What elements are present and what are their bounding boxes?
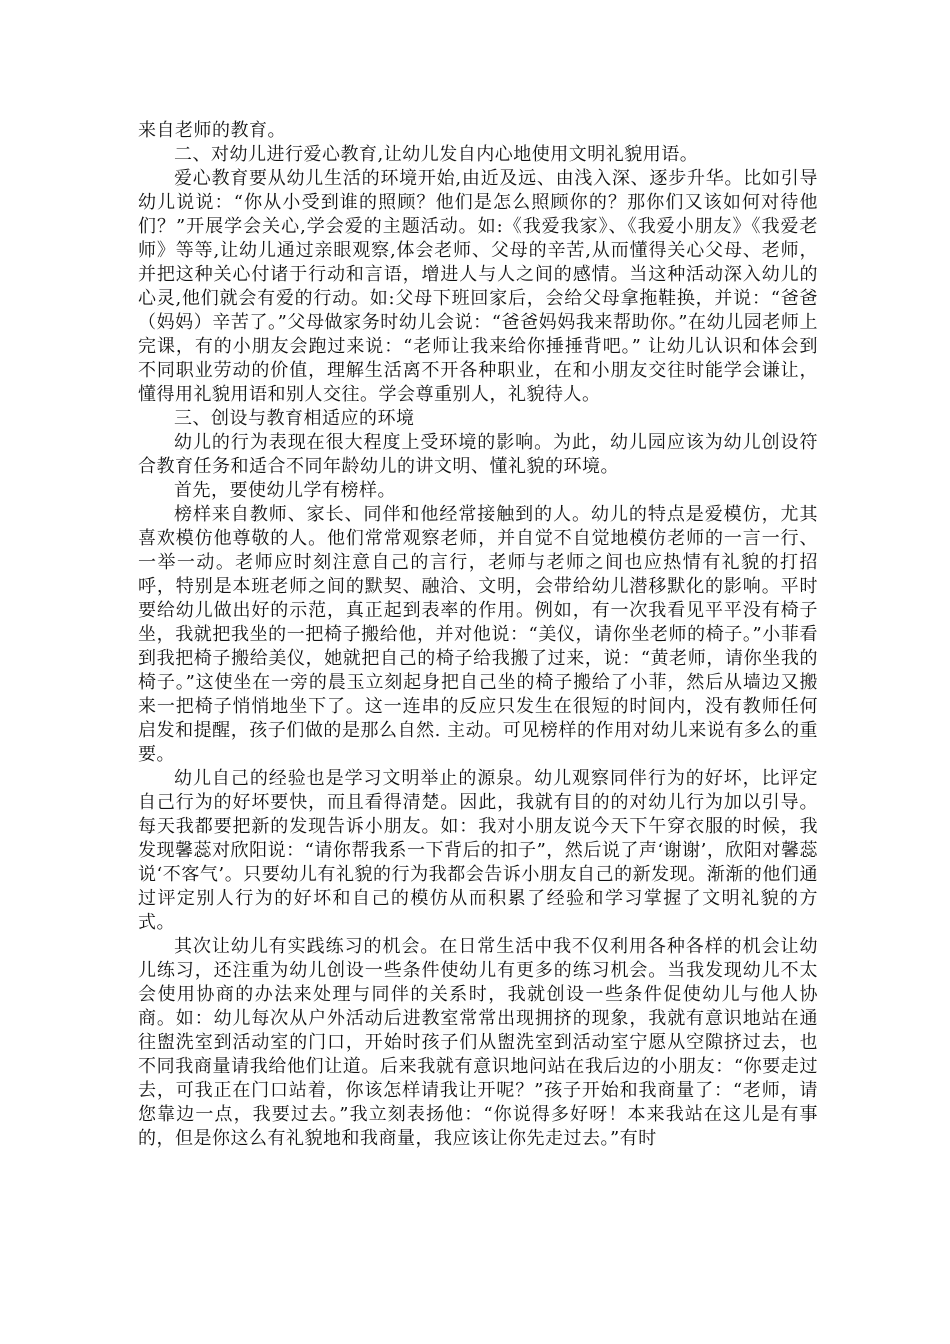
- paragraph: 幼儿自己的经验也是学习文明举止的源泉。幼儿观察同伴行为的好坏，比评定自己行为的好坏要快，而且看得清楚。因此，我就有目的的对幼儿行为加以引导。每天我都要把新的发现告诉小朋友。如：我对小朋友说今天下午穿衣服的时候，我发现馨蕊对欣阳说：“请你帮我系一下背后的扣子”，然后说了声‘谢谢’，欣阳对馨蕊说‘不客气’。只要幼儿有礼貌的行为我都会告诉小朋友自己的新发现。渐渐的他们通过评定别人行为的好坏和自己的模仿从而积累了经验和学习掌握了文明礼貌的方式。: [138, 768, 818, 933]
- paragraph: 其次让幼儿有实践练习的机会。在日常生活中我不仅利用各种各样的机会让幼儿练习，还注重为幼儿创设一些条件使幼儿有更多的练习机会。当我发现幼儿不太会使用协商的办法来处理与同伴的关系时，我就创设一些条件促使幼儿与他人协商。如：幼儿每次从户外活动后进教室常常出现拥挤的现象，我就有意识地站在通往盥洗室到活动室的门口，开始时孩子们从盥洗室到活动室宁愿从空隙挤过去，也不同我商量请我给他们让道。后来我就有意识地问站在我后边的小朋友：“你要走过去，可我正在门口站着，你该怎样请我让开呢？”孩子开始和我商量了：“老师，请您靠边一点，我要过去。”我立刻表扬他：“你说得多好呀！本来我站在这儿是有事的，但是你这么有礼貌地和我商量，我应该让你先走过去。”有时: [138, 936, 818, 1149]
- paragraph-continuation: 来自老师的教育。: [138, 120, 286, 141]
- paragraph: 幼儿的行为表现在很大程度上受环境的影响。为此，幼儿园应该为幼儿创设符合教育任务和适合不同年龄幼儿的讲文明、懂礼貌的环境。: [138, 432, 818, 477]
- paragraph: 爱心教育要从幼儿生活的环境开始,由近及远、由浅入深、逐步升华。比如引导幼儿说说：“你从小受到谁的照顾？他们是怎么照顾你的？那你们又该如何对待他们？”开展学会关心,学会爱的主题活动。如:《我爱我家》、《我爱小朋友》《我爱老师》等等,让幼儿通过亲眼观察,体会老师、父母的辛苦,从而懂得关心父母、老师，并把这种关心付诸于行动和言语，增进人与人之间的感情。当这种活动深入幼儿的心灵,他们就会有爱的行动。如:父母下班回家后，会给父母拿拖鞋换，并说：“爸爸（妈妈）辛苦了。”父母做家务时幼儿会说：“爸爸妈妈我来帮助你。”在幼儿园老师上完课，有的小朋友会跑过来说：“老师让我来给你捶捶背吧。” 让幼儿认识和体会到不同职业劳动的价值，理解生活离不开各种职业，在和小朋友交往时能学会谦让，懂得用礼貌用语和别人交往。学会尊重别人，礼貌待人。: [138, 168, 818, 405]
- section-heading-3: 三、创设与教育相适应的环境: [174, 408, 415, 429]
- paragraph: 榜样来自教师、家长、同伴和他经常接触到的人。幼儿的特点是爱模仿，尤其喜欢模仿他尊敬的人。他们常常观察老师，并自觉不自觉地模仿老师的一言一行、一举一动。老师应时刻注意自己的言行，老师与老师之间也应热情有礼貌的打招呼，特别是本班老师之间的默契、融洽、文明，会带给幼儿潜移默化的影响。平时要给幼儿做出好的示范，真正起到表率的作用。例如，有一次我看见平平没有椅子坐，我就把我坐的一把椅子搬给他，并对他说：“美仪，请你坐老师的椅子。”小菲看到我把椅子搬给美仪，她就把自己的椅子给我搬了过来，说：“黄老师，请你坐我的椅子。”这使坐在一旁的晨玉立刻起身把自己坐的椅子搬给了小菲，然后从墙边又搬来一把椅子悄悄地坐下了。这一连串的反应只发生在很短的时间内，没有教师任何启发和提醒，孩子们做的是那么自然. 主动。可见榜样的作用对幼儿来说有多么的重要。: [138, 504, 818, 765]
- document-body: [138, 119, 818, 1151]
- section-heading-2: 二、对幼儿进行爱心教育,让幼儿发自内心地使用文明礼貌用语。: [174, 144, 699, 165]
- paragraph: 首先，要使幼儿学有榜样。: [174, 480, 396, 501]
